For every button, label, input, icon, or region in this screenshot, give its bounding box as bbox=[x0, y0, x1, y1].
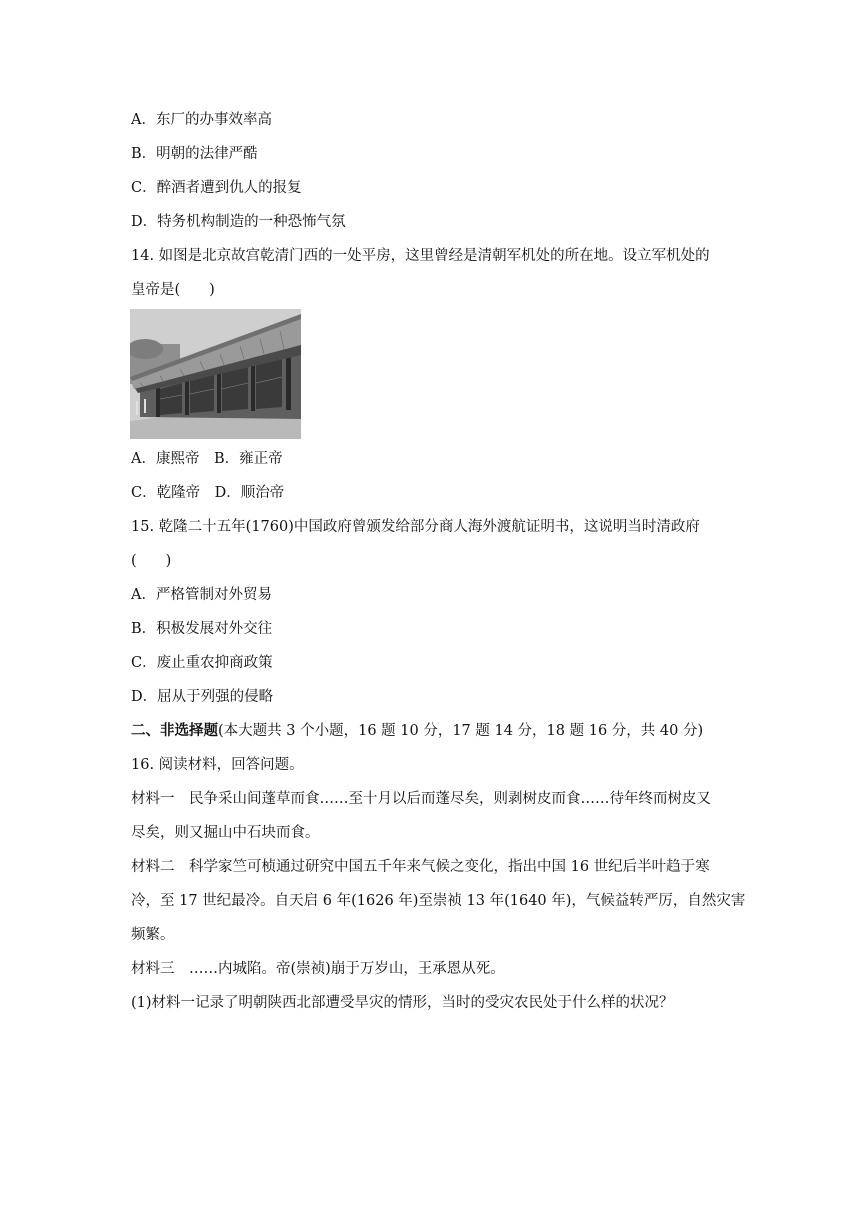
q16-intro: 16. 阅读材料，回答问题。 bbox=[131, 757, 304, 773]
q14-stem-line2: 皇帝是( ) bbox=[131, 282, 215, 298]
q16-material2-line2: 冷，至 17 世纪最冷。自天启 6 年(1626 年)至崇祯 13 年(1640 年)，气候益转严厉，自然灾害 bbox=[131, 893, 746, 909]
q16-material2-line3: 频繁。 bbox=[131, 927, 175, 943]
q15-stem-line1: 15. 乾隆二十五年(1760)中国政府曾颁发给部分商人海外渡航证明书，这说明当时清政府 bbox=[131, 519, 700, 535]
q16-material2-line1: 材料二 科学家竺可桢通过研究中国五千年来气候之变化，指出中国 16 世纪后半叶趋于寒 bbox=[131, 859, 710, 875]
q13-option-d: D．特务机构制造的一种恐怖气氛 bbox=[131, 214, 346, 230]
q14-options-row2: C．乾隆帝 D．顺治帝 bbox=[131, 485, 285, 501]
q16-subquestion-1: (1)材料一记录了明朝陕西北部遭受旱灾的情形，当时的受灾农民处于什么样的状况？ bbox=[131, 995, 674, 1011]
q16-material1-line2: 尽矣，则又掘山中石块而食。 bbox=[131, 825, 320, 841]
q16-material3: 材料三 ……内城陷。帝(崇祯)崩于万岁山，王承恩从死。 bbox=[131, 961, 505, 977]
q16-material1-line1: 材料一 民争采山间蓬草而食……至十月以后而蓬尽矣，则剥树皮而食……待年终而树皮又 bbox=[131, 791, 711, 807]
q13-option-c: C．醉酒者遭到仇人的报复 bbox=[131, 180, 302, 196]
grand-council-building-photo bbox=[130, 309, 301, 439]
section2-title: 二、非选择题 bbox=[131, 722, 218, 739]
section2-heading bbox=[131, 721, 703, 741]
q13-option-b: B．明朝的法律严酷 bbox=[131, 146, 258, 162]
q14-options-row1: A．康熙帝 B．雍正帝 bbox=[131, 451, 283, 467]
q13-option-a: A．东厂的办事效率高 bbox=[131, 112, 272, 128]
q15-option-c: C．废止重农抑商政策 bbox=[131, 655, 273, 671]
q15-stem-line2: ( ) bbox=[131, 553, 172, 569]
section2-note: (本大题共 3 个小题，16 题 10 分，17 题 14 分，18 题 16 分，共 40 分) bbox=[218, 723, 704, 739]
q15-option-a: A．严格管制对外贸易 bbox=[131, 587, 272, 603]
q15-option-b: B．积极发展对外交往 bbox=[131, 621, 273, 637]
q14-stem-line1: 14. 如图是北京故宫乾清门西的一处平房，这里曾经是清朝军机处的所在地。设立军机处的 bbox=[131, 248, 710, 264]
q15-option-d: D．屈从于列强的侵略 bbox=[131, 689, 274, 705]
